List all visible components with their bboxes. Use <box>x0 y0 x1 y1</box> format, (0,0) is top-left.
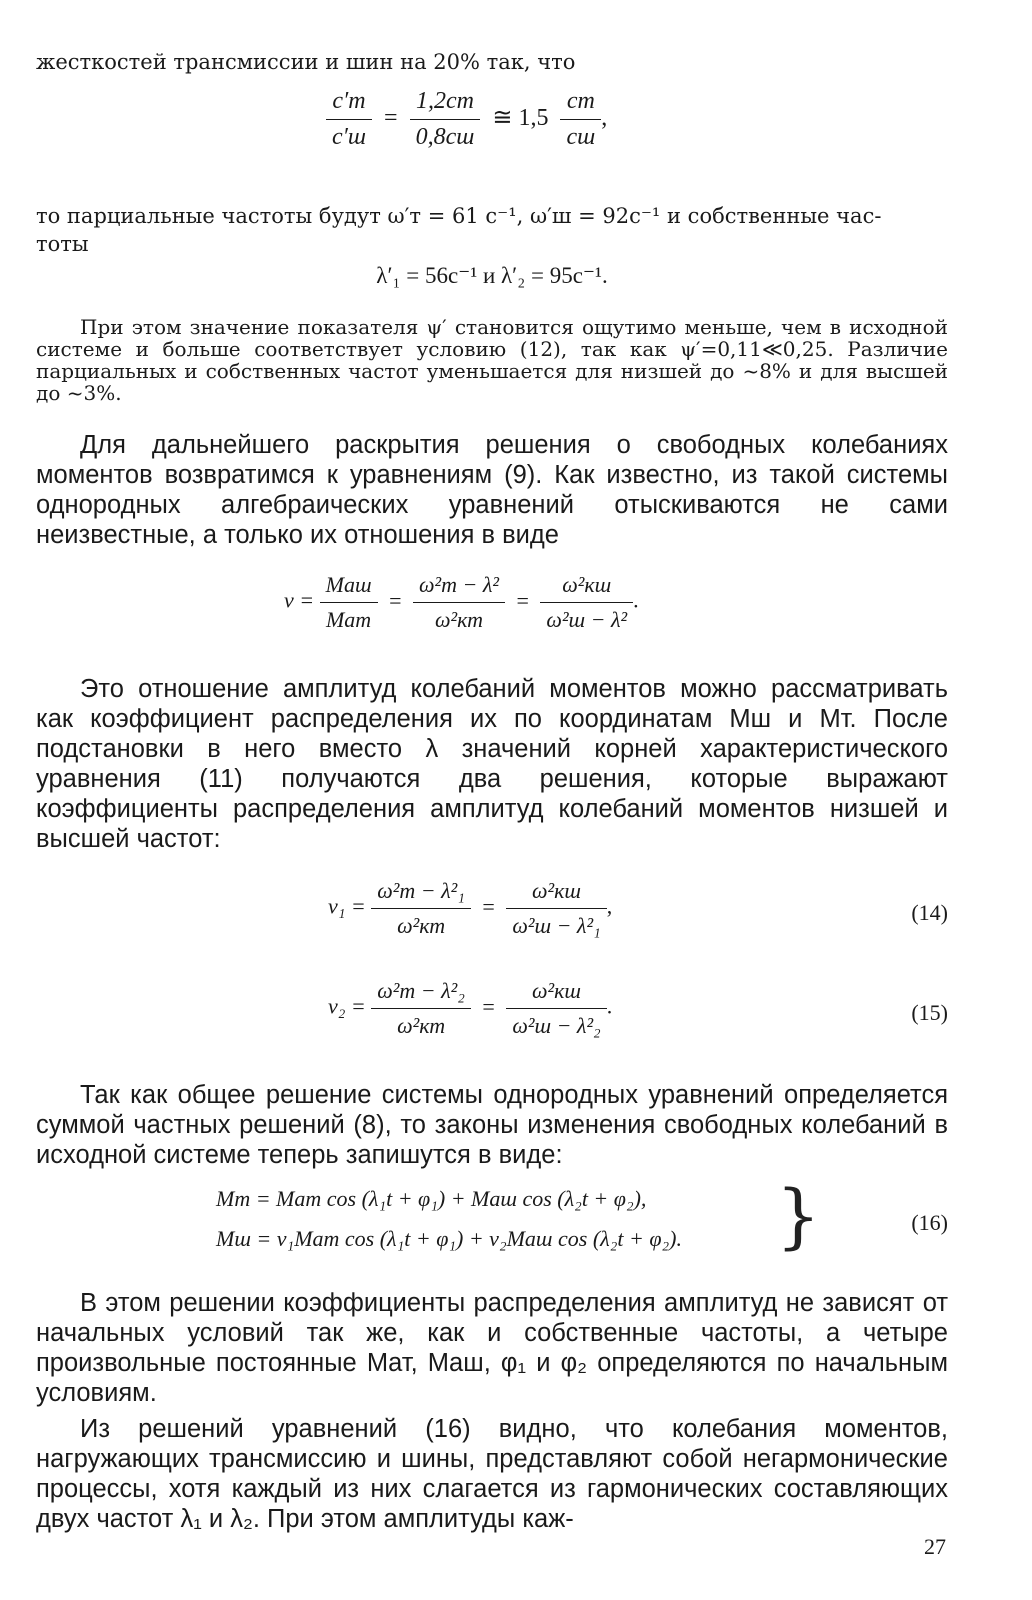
partial-frequencies-line-2: тоты <box>36 232 89 256</box>
paragraph-3: Так как общее решение системы однородных уравнений определяется суммой частных решений (8), то законы изменения свободных колебаний в исходной системе теперь запишутся в виде: <box>36 1081 948 1169</box>
intro-line: жесткостей трансмиссии и шин на 20% так, что <box>36 50 576 74</box>
eq14-number: (14) <box>911 900 948 925</box>
eq15-frac2-numerator: ω²кш <box>531 978 582 1003</box>
eq15-frac1-denominator: ω²кт <box>371 1008 471 1039</box>
nu-frac3-denominator: ω²ш − λ² <box>540 602 633 633</box>
equation-ratio: c′т c′ш = 1,2cт 0,8cш ≅ 1,5 cт cш , <box>36 76 948 166</box>
ratio-left-denominator: c′ш <box>326 119 372 151</box>
eq15-frac1-numerator: ω²т − λ²₂ <box>377 978 465 1003</box>
equation-16 <box>36 1175 948 1266</box>
partial-frequencies-line: то парциальные частоты будут ω′т = 61 с⁻¹, ω′ш = 92с⁻¹ и собственные час- <box>36 204 882 228</box>
eq16-line-2: Mш = ν₁Mат cos (λ₁t + φ₁) + ν₂Mаш cos (λ₂t + φ₂). <box>216 1226 682 1251</box>
nu-frac1-numerator: Mаш <box>325 572 372 597</box>
eq15-lhs: ν₂ = <box>328 993 366 1019</box>
ratio-left-numerator: c′т <box>332 88 366 114</box>
ratio-mid-denominator: 0,8cш <box>410 119 481 151</box>
equation-15: ν₂ = ω²т − λ²₂ ω²кт = ω²кш ω²ш − λ²₂ . (15) <box>328 978 948 1038</box>
nu-frac1-denominator: Mат <box>320 602 378 633</box>
eq16-brace: } <box>776 1175 821 1257</box>
nu-lhs: ν = <box>284 587 315 613</box>
small-paragraph: При этом значение показателя ψ′ становится ощутимо меньше, чем в исходной системе и больше соответствует условию (12), так как ψ′=0,11≪0,25. Различие парциальных и собственных частот уменьшается для низшей до ~8% и для высшей до ~3%. <box>36 315 948 405</box>
ratio-approx: ≅ 1,5 <box>492 105 549 132</box>
paragraph-4: В этом решении коэффициенты распределения амплитуд не зависят от начальных условий так же, как и собственные частоты, а четыре произвольные постоянные Mат, Mаш, φ₁ и φ₂ определяются по начальным условиям. <box>36 1289 948 1407</box>
ratio-right-numerator: cт <box>566 88 595 114</box>
eq14-frac2-numerator: ω²кш <box>531 878 582 903</box>
eigen-frequencies-line: λ′₁ = 56с⁻¹ и λ′₂ = 95с⁻¹. <box>376 263 608 288</box>
ratio-right-denominator: cш <box>560 119 601 151</box>
nu-frac2-numerator: ω²т − λ² <box>418 572 499 597</box>
eq15-number: (15) <box>911 1000 948 1025</box>
eq14-frac1-denominator: ω²кт <box>371 908 471 939</box>
eq14-frac2-denominator: ω²ш − λ²₁ <box>506 908 606 939</box>
nu-frac2-denominator: ω²кт <box>413 602 505 633</box>
equation-14: ν₁ = ω²т − λ²₁ ω²кт = ω²кш ω²ш − λ²₁ , (14) <box>328 878 948 938</box>
eq15-frac2-denominator: ω²ш − λ²₂ <box>506 1008 606 1039</box>
equation-nu: ν = Mаш Mат = ω²т − λ² ω²кт = ω²кш ω²ш − λ² . <box>284 572 639 632</box>
ratio-mid-numerator: 1,2cт <box>415 88 474 114</box>
paragraph-1: Для дальнейшего раскрытия решения о свободных колебаниях моментов возвратимся к уравнениям (9). Как известно, из такой системы однородных алгебраических уравнений отыскиваются не сами неизвестные, а только их отношения в виде <box>36 431 948 549</box>
eq14-frac1-numerator: ω²т − λ²₁ <box>377 878 465 903</box>
nu-frac3-numerator: ω²кш <box>562 572 612 597</box>
paragraph-2: Это отношение амплитуд колебаний моментов можно рассматривать как коэффициент распределения их по координатам Mш и Mт. После подстановки в него вместо λ значений корней характеристического уравнения (11) получаются два решения, которые выражают коэффициенты распределения амплитуд колебаний моментов низшей и высшей частот: <box>36 675 948 853</box>
eq16-number: (16) <box>911 1210 948 1235</box>
page-number: 27 <box>924 1534 946 1559</box>
paragraph-5: Из решений уравнений (16) видно, что колебания моментов, нагружающих трансмиссию и шины, представляют собой негармонические процессы, хотя каждый из них слагается из гармонических составляющих двух частот λ₁ и λ₂. При этом амплитуды каж- <box>36 1415 948 1533</box>
eq16-line-1: Mт = Mат cos (λ₁t + φ₁) + Mаш cos (λ₂t + φ₂), <box>216 1186 647 1211</box>
page-body <box>36 38 948 1534</box>
eq14-lhs: ν₁ = <box>328 893 366 919</box>
